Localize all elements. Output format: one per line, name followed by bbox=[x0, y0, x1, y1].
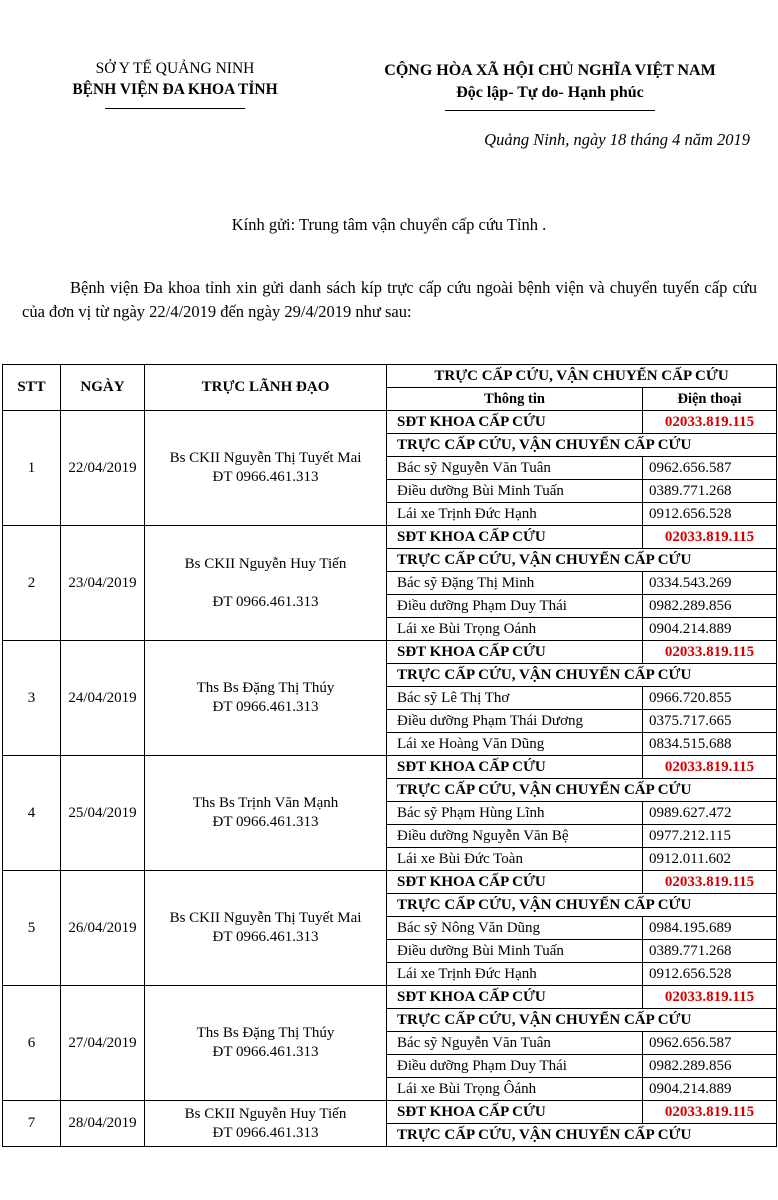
team-label: TRỰC CẤP CỨU, VẬN CHUYỂN CẤP CỨU bbox=[387, 434, 777, 457]
leader-cell bbox=[145, 756, 387, 871]
country-name: CỘNG HÒA XÃ HỘI CHỦ NGHĨA VIỆT NAM bbox=[384, 62, 716, 79]
staff-name: Điều dưỡng Nguyễn Văn Bệ bbox=[387, 825, 643, 848]
hotline-label: SĐT KHOA CẤP CỨU bbox=[387, 756, 643, 779]
letterhead-left bbox=[30, 58, 320, 109]
team-label: TRỰC CẤP CỨU, VẬN CHUYỂN CẤP CỨU bbox=[387, 894, 777, 917]
team-label: TRỰC CẤP CỨU, VẬN CHUYỂN CẤP CỨU bbox=[387, 549, 777, 572]
table-row bbox=[3, 526, 777, 549]
leader-name: Bs CKII Nguyễn Thị Tuyết Mai bbox=[169, 450, 362, 466]
leader-name: Bs CKII Nguyễn Huy Tiến bbox=[184, 555, 347, 572]
hotline-label: SĐT KHOA CẤP CỨU bbox=[387, 1101, 643, 1124]
staff-phone: 0912.656.528 bbox=[643, 963, 777, 986]
staff-name: Điều dưỡng Bùi Minh Tuấn bbox=[387, 940, 643, 963]
col-header-leader: TRỰC LÃNH ĐẠO bbox=[145, 365, 387, 411]
staff-name: Bác sỹ Phạm Hùng Lĩnh bbox=[387, 802, 643, 825]
leader-cell bbox=[145, 411, 387, 526]
date-cell: 23/04/2019 bbox=[61, 526, 145, 641]
leader-name: Ths Bs Trịnh Văn Mạnh bbox=[192, 795, 339, 811]
staff-name: Lái xe Bùi Trọng Oánh bbox=[387, 618, 643, 641]
team-label: TRỰC CẤP CỨU, VẬN CHUYỂN CẤP CỨU bbox=[387, 1009, 777, 1032]
staff-name: Điều dưỡng Phạm Duy Thái bbox=[387, 1055, 643, 1078]
staff-name: Bác sỹ Nguyễn Văn Tuân bbox=[387, 457, 643, 480]
team-label: TRỰC CẤP CỨU, VẬN CHUYỂN CẤP CỨU bbox=[387, 1124, 777, 1147]
staff-name: Lái xe Bùi Đức Toàn bbox=[387, 848, 643, 871]
leader-phone: ĐT 0966.461.313 bbox=[212, 814, 319, 830]
staff-name: Bác sỹ Lê Thị Thơ bbox=[387, 687, 643, 710]
leader-cell bbox=[145, 1101, 387, 1147]
date-cell: 27/04/2019 bbox=[61, 986, 145, 1101]
hotline-number: 02033.819.115 bbox=[643, 411, 777, 434]
staff-phone: 0989.627.472 bbox=[643, 802, 777, 825]
hotline-number: 02033.819.115 bbox=[643, 756, 777, 779]
col-header-date: NGÀY bbox=[61, 365, 145, 411]
staff-name: Lái xe Bùi Trọng Ôánh bbox=[387, 1078, 643, 1101]
divider bbox=[445, 110, 655, 111]
stt-cell: 6 bbox=[3, 986, 61, 1101]
stt-cell: 7 bbox=[3, 1101, 61, 1147]
staff-name: Bác sỹ Nguyễn Văn Tuân bbox=[387, 1032, 643, 1055]
leader-phone: ĐT 0966.461.313 bbox=[212, 699, 319, 715]
staff-phone: 0962.656.587 bbox=[643, 457, 777, 480]
staff-name: Lái xe Trịnh Đức Hạnh bbox=[387, 963, 643, 986]
stt-cell: 5 bbox=[3, 871, 61, 986]
document-date: Quảng Ninh, ngày 18 tháng 4 năm 2019 bbox=[484, 130, 750, 149]
stt-cell: 2 bbox=[3, 526, 61, 641]
leader-name: Bs CKII Nguyễn Huy Tiến bbox=[184, 1105, 347, 1122]
staff-phone: 0389.771.268 bbox=[643, 940, 777, 963]
hotline-number: 02033.819.115 bbox=[643, 641, 777, 664]
staff-phone: 0966.720.855 bbox=[643, 687, 777, 710]
hospital-name: BỆNH VIỆN ĐA KHOA TỈNH bbox=[72, 81, 278, 98]
leader-phone: ĐT 0966.461.313 bbox=[212, 1124, 319, 1141]
hotline-number: 02033.819.115 bbox=[643, 526, 777, 549]
divider bbox=[105, 108, 245, 109]
department-name: SỞ Y TẾ QUẢNG NINH bbox=[95, 60, 255, 77]
col-header-phone: Điện thoại bbox=[643, 388, 777, 411]
team-label: TRỰC CẤP CỨU, VẬN CHUYỂN CẤP CỨU bbox=[387, 664, 777, 687]
staff-phone: 0982.289.856 bbox=[643, 595, 777, 618]
leader-cell bbox=[145, 526, 387, 641]
leader-phone: ĐT 0966.461.313 bbox=[212, 469, 319, 485]
hotline-label: SĐT KHOA CẤP CỨU bbox=[387, 986, 643, 1009]
hotline-number: 02033.819.115 bbox=[643, 871, 777, 894]
stt-cell: 4 bbox=[3, 756, 61, 871]
date-cell: 28/04/2019 bbox=[61, 1101, 145, 1147]
table-row bbox=[3, 756, 777, 779]
date-cell: 26/04/2019 bbox=[61, 871, 145, 986]
hotline-label: SĐT KHOA CẤP CỨU bbox=[387, 641, 643, 664]
date-cell: 24/04/2019 bbox=[61, 641, 145, 756]
table-row bbox=[3, 871, 777, 894]
national-motto: Độc lập- Tự do- Hạnh phúc bbox=[456, 84, 644, 101]
leader-phone: ĐT 0966.461.313 bbox=[212, 1044, 319, 1060]
stt-cell: 1 bbox=[3, 411, 61, 526]
hotline-number: 02033.819.115 bbox=[643, 986, 777, 1009]
staff-phone: 0982.289.856 bbox=[643, 1055, 777, 1078]
date-cell: 25/04/2019 bbox=[61, 756, 145, 871]
hotline-label: SĐT KHOA CẤP CỨU bbox=[387, 526, 643, 549]
col-header-duty: TRỰC CẤP CỨU, VẬN CHUYỂN CẤP CỨU bbox=[387, 365, 777, 388]
staff-phone: 0375.717.665 bbox=[643, 710, 777, 733]
col-header-info: Thông tin bbox=[387, 388, 643, 411]
leader-phone: ĐT 0966.461.313 bbox=[212, 929, 319, 945]
duty-schedule-table bbox=[2, 364, 777, 1147]
staff-name: Lái xe Hoàng Văn Dũng bbox=[387, 733, 643, 756]
staff-phone: 0912.656.528 bbox=[643, 503, 777, 526]
staff-name: Điều dưỡng Phạm Thái Dương bbox=[387, 710, 643, 733]
leader-name: Ths Bs Đặng Thị Thúy bbox=[196, 680, 335, 696]
date-cell: 22/04/2019 bbox=[61, 411, 145, 526]
hotline-label: SĐT KHOA CẤP CỨU bbox=[387, 411, 643, 434]
leader-cell bbox=[145, 641, 387, 756]
intro-paragraph: Bệnh viện Đa khoa tỉnh xin gửi danh sách kíp trực cấp cứu ngoài bệnh viện và chuyển tuyến cấp cứu của đơn vị từ ngày 22/4/2019 đến ngày 29/4/2019 như sau: bbox=[22, 278, 757, 321]
staff-name: Lái xe Trịnh Đức Hạnh bbox=[387, 503, 643, 526]
hotline-number: 02033.819.115 bbox=[643, 1101, 777, 1124]
staff-name: Điều dưỡng Phạm Duy Thái bbox=[387, 595, 643, 618]
staff-name: Điều dưỡng Bùi Minh Tuấn bbox=[387, 480, 643, 503]
leader-cell bbox=[145, 871, 387, 986]
staff-phone: 0334.543.269 bbox=[643, 572, 777, 595]
staff-name: Bác sỹ Nông Văn Dũng bbox=[387, 917, 643, 940]
staff-phone: 0389.771.268 bbox=[643, 480, 777, 503]
table-row bbox=[3, 986, 777, 1009]
stt-cell: 3 bbox=[3, 641, 61, 756]
staff-phone: 0912.011.602 bbox=[643, 848, 777, 871]
staff-phone: 0904.214.889 bbox=[643, 1078, 777, 1101]
recipient-line: Kính gửi: Trung tâm vận chuyển cấp cứu Tỉnh . bbox=[231, 215, 547, 234]
staff-phone: 0904.214.889 bbox=[643, 618, 777, 641]
staff-phone: 0984.195.689 bbox=[643, 917, 777, 940]
table-row bbox=[3, 1101, 777, 1124]
staff-name: Bác sỹ Đặng Thị Minh bbox=[387, 572, 643, 595]
staff-phone: 0977.212.115 bbox=[643, 825, 777, 848]
hotline-label: SĐT KHOA CẤP CỨU bbox=[387, 871, 643, 894]
leader-cell bbox=[145, 986, 387, 1101]
col-header-stt: STT bbox=[3, 365, 61, 411]
leader-name: Ths Bs Đặng Thị Thúy bbox=[196, 1025, 335, 1041]
team-label: TRỰC CẤP CỨU, VẬN CHUYỂN CẤP CỨU bbox=[387, 779, 777, 802]
staff-phone: 0834.515.688 bbox=[643, 733, 777, 756]
staff-phone: 0962.656.587 bbox=[643, 1032, 777, 1055]
table-row bbox=[3, 411, 777, 434]
leader-name: Bs CKII Nguyễn Thị Tuyết Mai bbox=[169, 910, 362, 926]
letterhead-right bbox=[340, 60, 760, 111]
leader-phone: ĐT 0966.461.313 bbox=[212, 593, 319, 610]
table-row bbox=[3, 641, 777, 664]
